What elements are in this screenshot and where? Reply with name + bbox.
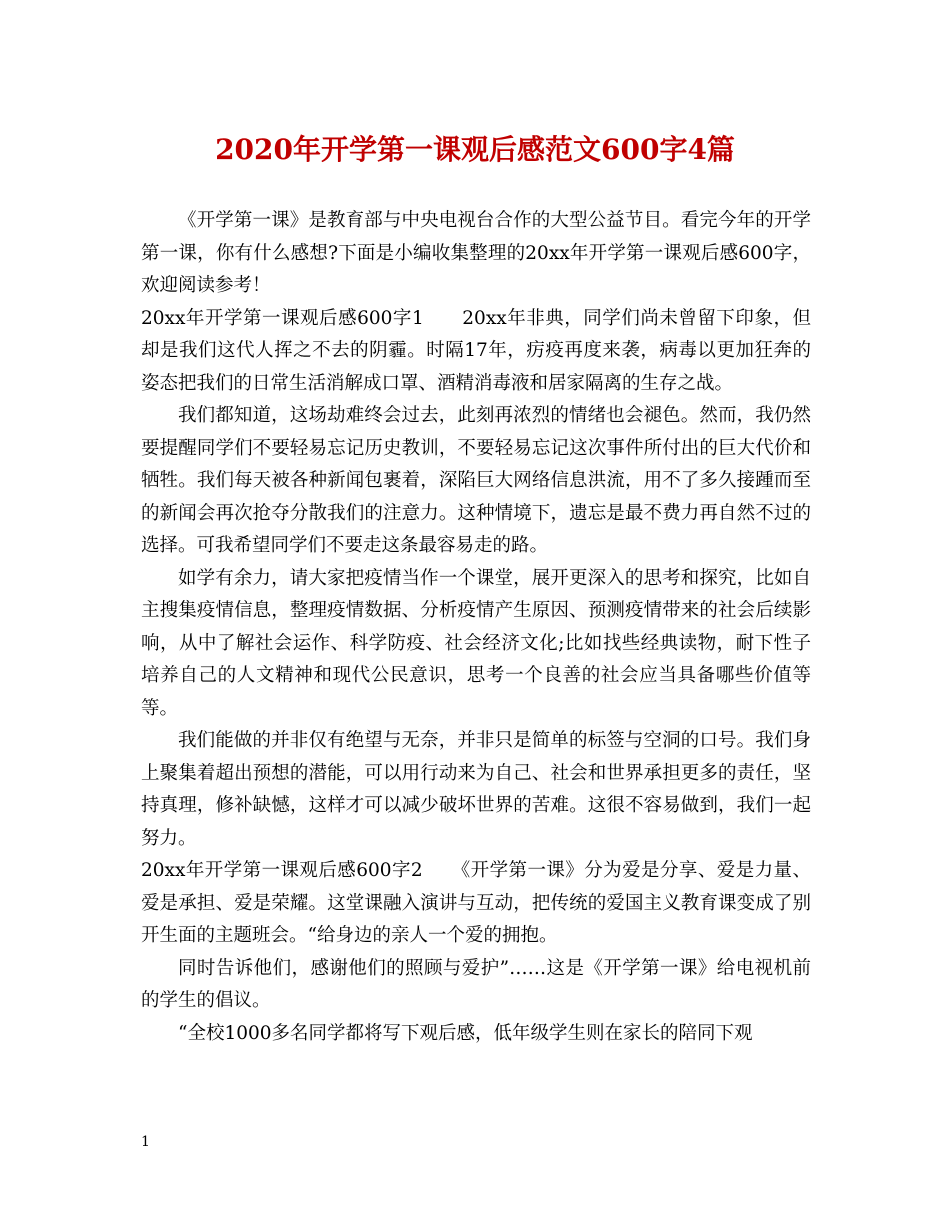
- paragraph: 我们能做的并非仅有绝望与无奈，并非只是简单的标签与空洞的口号。我们身上聚集着超出预想的潜能，可以用行动来为自己、社会和世界承担更多的责任，坚持真理，修补缺憾，这样才可以减少破坏世界的苦难。这很不容易做到，我们一起努力。: [141, 730, 811, 849]
- paragraph: “全校1000多名同学都将写下观后感，低年级学生则在家长的陪同下观: [178, 1022, 753, 1044]
- paragraph: 如学有余力，请大家把疫情当作一个课堂，展开更深入的思考和探究，比如自主搜集疫情信息，整理疫情数据、分析疫情产生原因、预测疫情带来的社会后续影响，从中了解社会运作、科学防疫、社会经济文化;比如找些经典读物，耐下性子培养自己的人文精神和现代公民意识，思考一个良善的社会应当具备哪些价值等等。: [141, 567, 811, 719]
- paragraph: 同时告诉他们，感谢他们的照顾与爱护”……这是《开学第一课》给电视机前的学生的倡议。: [141, 957, 811, 1011]
- page-title: 2020年开学第一课观后感范文600字4篇: [215, 133, 735, 166]
- paragraph-essay-2-start: 20xx年开学第一课观后感600字2 《开学第一课》分为爱是分享、爱是力量、爱是承担、爱是荣耀。这堂课融入演讲与互动，把传统的爱国主义教育课变成了别开生面的主题班会。“给身边的亲人一个爱的拥抱。: [141, 860, 811, 946]
- paragraph-intro: 《开学第一课》是教育部与中央电视台合作的大型公益节目。看完今年的开学第一课，你有什么感想?下面是小编收集整理的20xx年开学第一课观后感600字，欢迎阅读参考！: [141, 210, 811, 296]
- paragraph-essay-1-start: 20xx年开学第一课观后感600字1 20xx年非典，同学们尚未曾留下印象，但却是我们这代人挥之不去的阴霾。时隔17年，疠疫再度来袭，病毒以更加狂奔的姿态把我们的日常生活消解成口罩、酒精消毒液和居家隔离的生存之战。: [141, 307, 811, 394]
- paragraph: 我们都知道，这场劫难终会过去，此刻再浓烈的情绪也会褪色。然而，我仍然要提醒同学们不要轻易忘记历史教训，不要轻易忘记这次事件所付出的巨大代价和牺牲。我们每天被各种新闻包裹着，深陷巨大网络信息洪流，用不了多久接踵而至的新闻会再次抢夺分散我们的注意力。这种情境下，遗忘是最不费力再自然不过的选择。可我希望同学们不要走这条最容易走的路。: [141, 405, 811, 556]
- document-body: [141, 205, 811, 1050]
- page-number: 1: [141, 1134, 150, 1150]
